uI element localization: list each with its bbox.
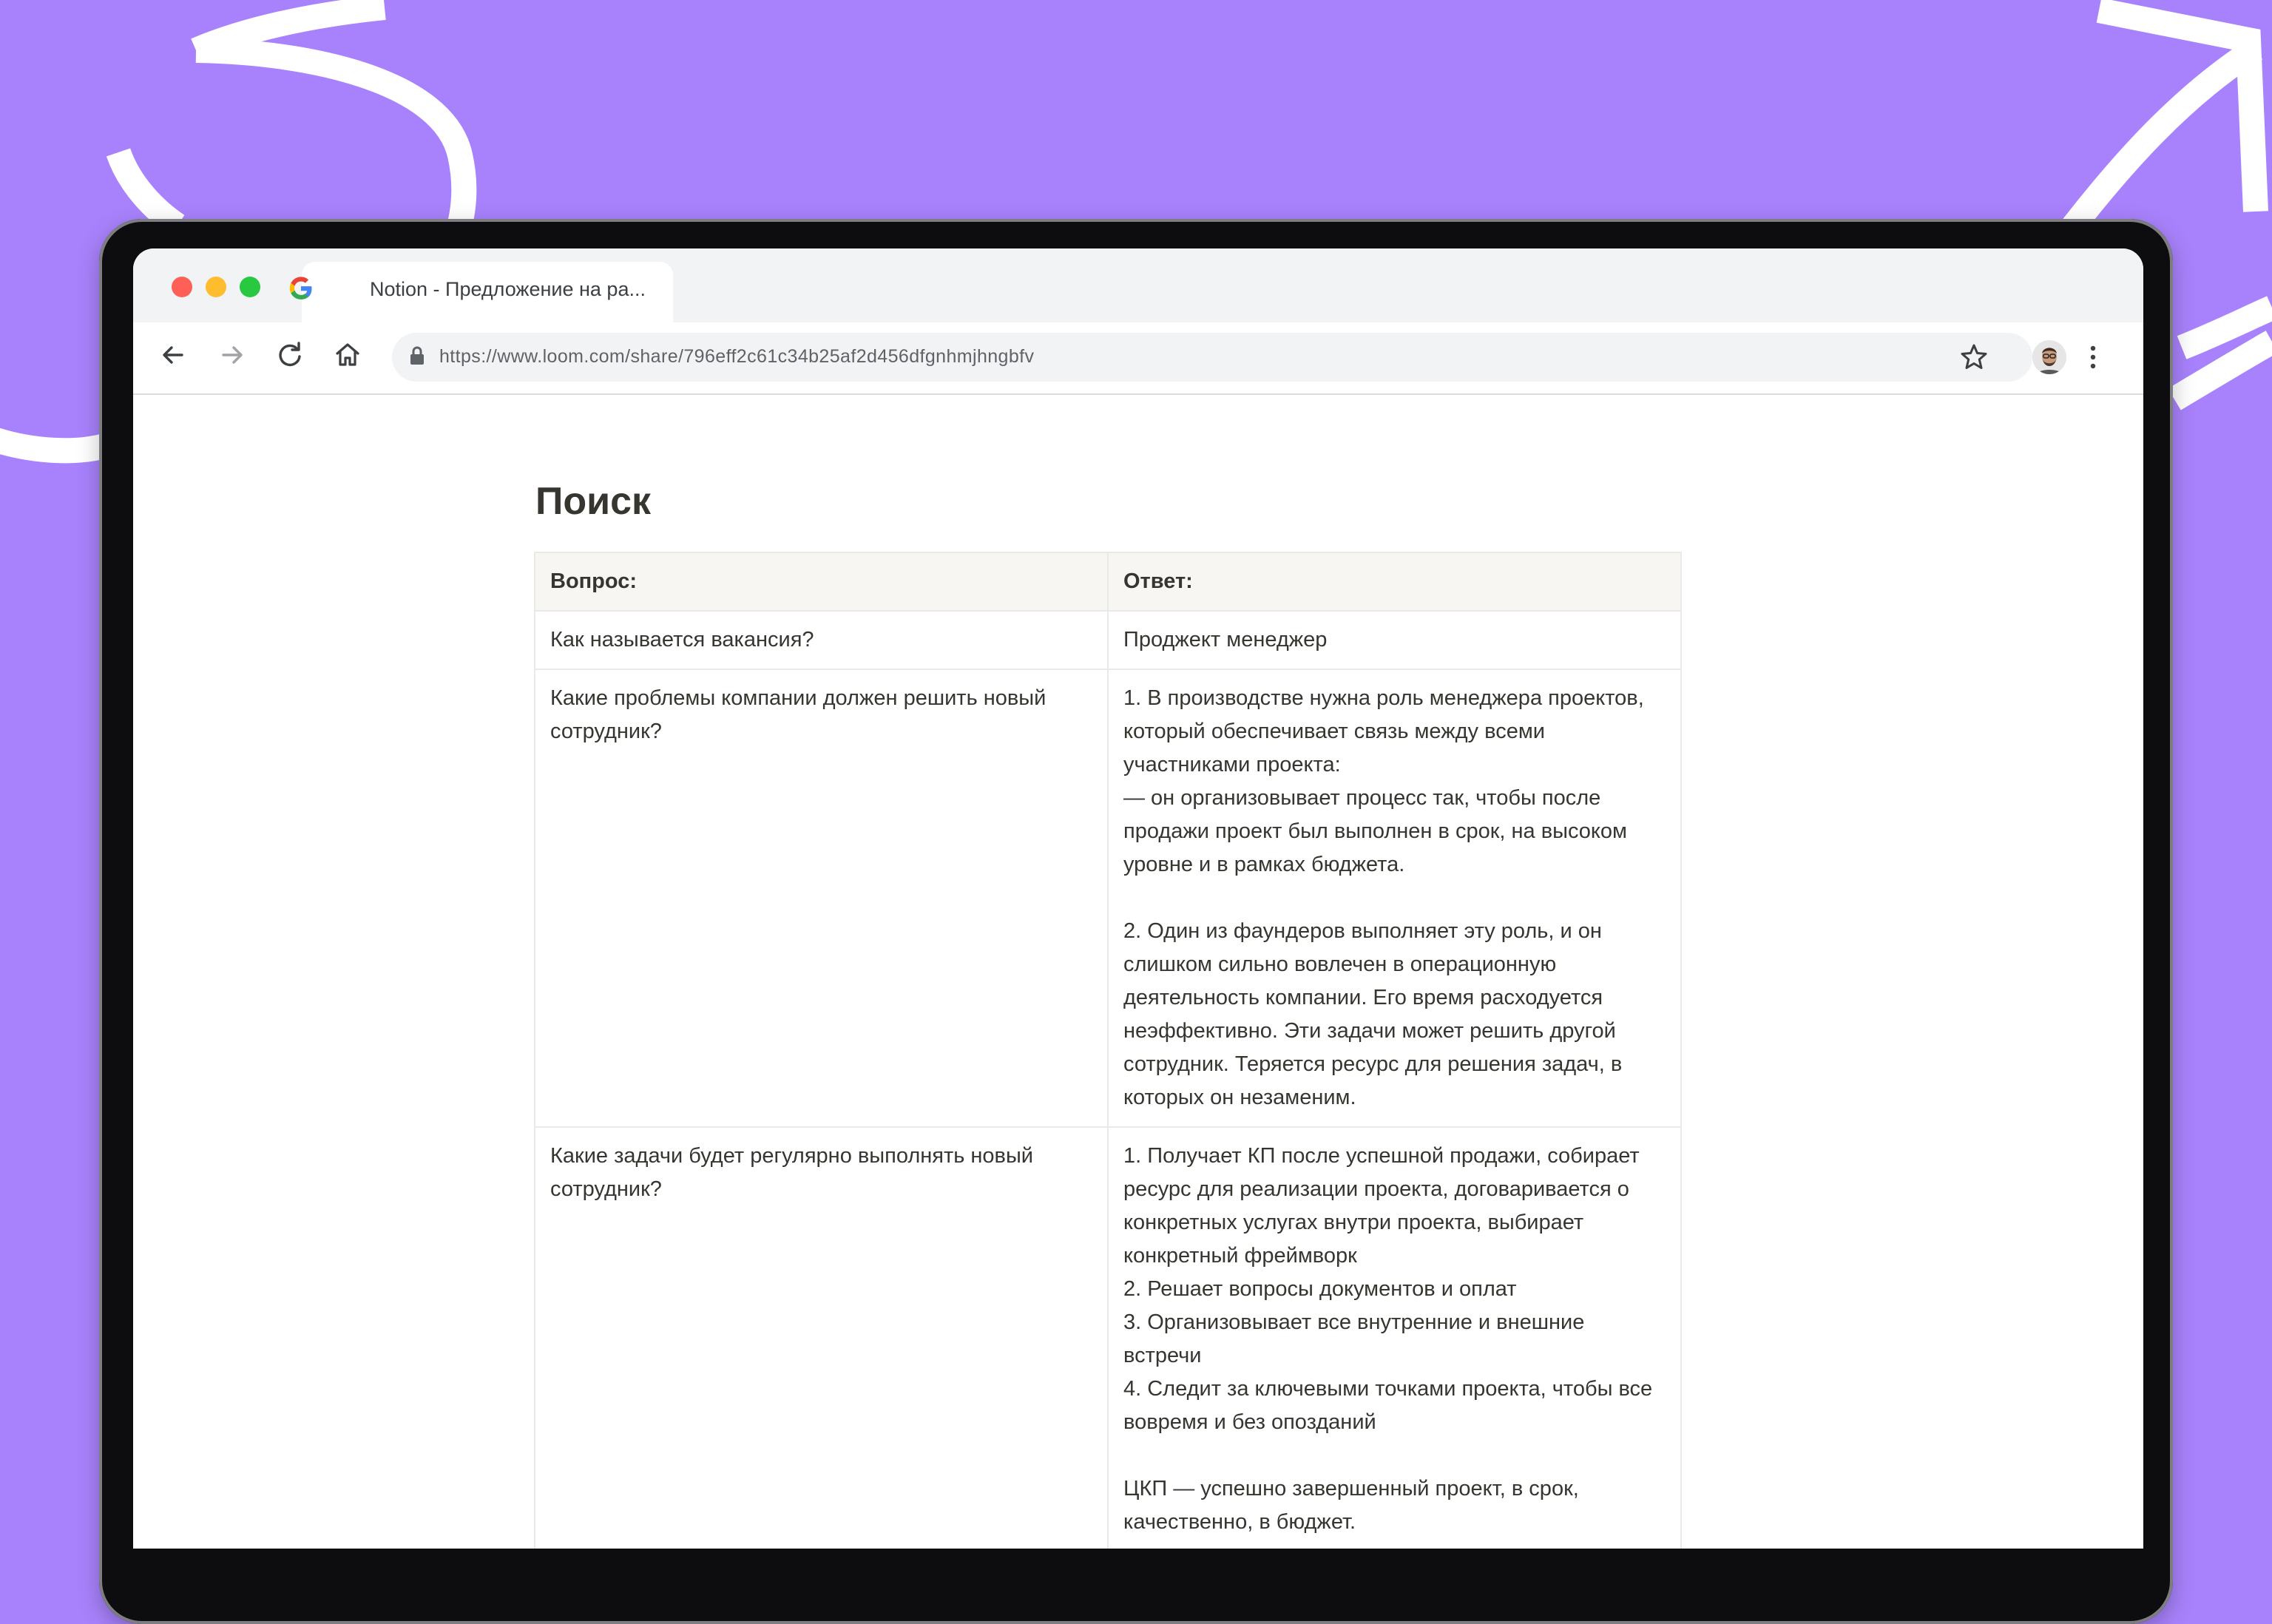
header-question: Вопрос: <box>535 552 1108 611</box>
question-cell[interactable]: Какие задачи будет регулярно выполнять новый сотрудник? <box>535 1127 1108 1549</box>
page-title: Поиск <box>535 480 652 523</box>
answer-cell[interactable]: Проджект менеджер <box>1108 611 1681 669</box>
header-answer: Ответ: <box>1108 552 1681 611</box>
table-header-row <box>535 552 1681 611</box>
tab-title: Notion - Предложение на ра... <box>370 278 646 300</box>
qa-table <box>534 552 1682 1549</box>
url-text[interactable]: https://www.loom.com/share/796eff2c61c34b25af2d456dfgnhmjhngbfv <box>439 346 1035 367</box>
table-row <box>535 611 1681 669</box>
table-row <box>535 1127 1681 1549</box>
question-cell[interactable]: Какие проблемы компании должен решить новый сотрудник? <box>535 669 1108 1127</box>
answer-cell[interactable]: 1. В производстве нужна роль менеджера проектов, который обеспечивает связь между всеми участниками проекта: — он организовывает процесс так, чтобы после продажи проект был выполнен в срок, на высоком уровне и в рамках бюджета. 2. Один из фаундеров выполняет эту роль, и он слишком сильно вовлечен в операционную деятельность компании. Его время расходуется неэффективно. Эти задачи может решить другой сотрудник. Теряется ресурс для решения задач, в которых он незаменим. <box>1108 669 1681 1127</box>
question-cell[interactable]: Как называется вакансия? <box>535 611 1108 669</box>
answer-cell[interactable]: 1. Получает КП после успешной продажи, собирает ресурс для реализации проекта, договаривается о конкретных услугах внутри проекта, выбирает конкретный фреймворк 2. Решает вопросы документов и оплат 3. Организовывает все внутренние и внешние встречи 4. Следит за ключевыми точками проекта, чтобы все вовремя и без опозданий ЦКП — успешно завершенный проект, в срок, качественно, в бюджет. <box>1108 1127 1681 1549</box>
notion-page <box>133 248 2143 1549</box>
table-row <box>535 669 1681 1127</box>
